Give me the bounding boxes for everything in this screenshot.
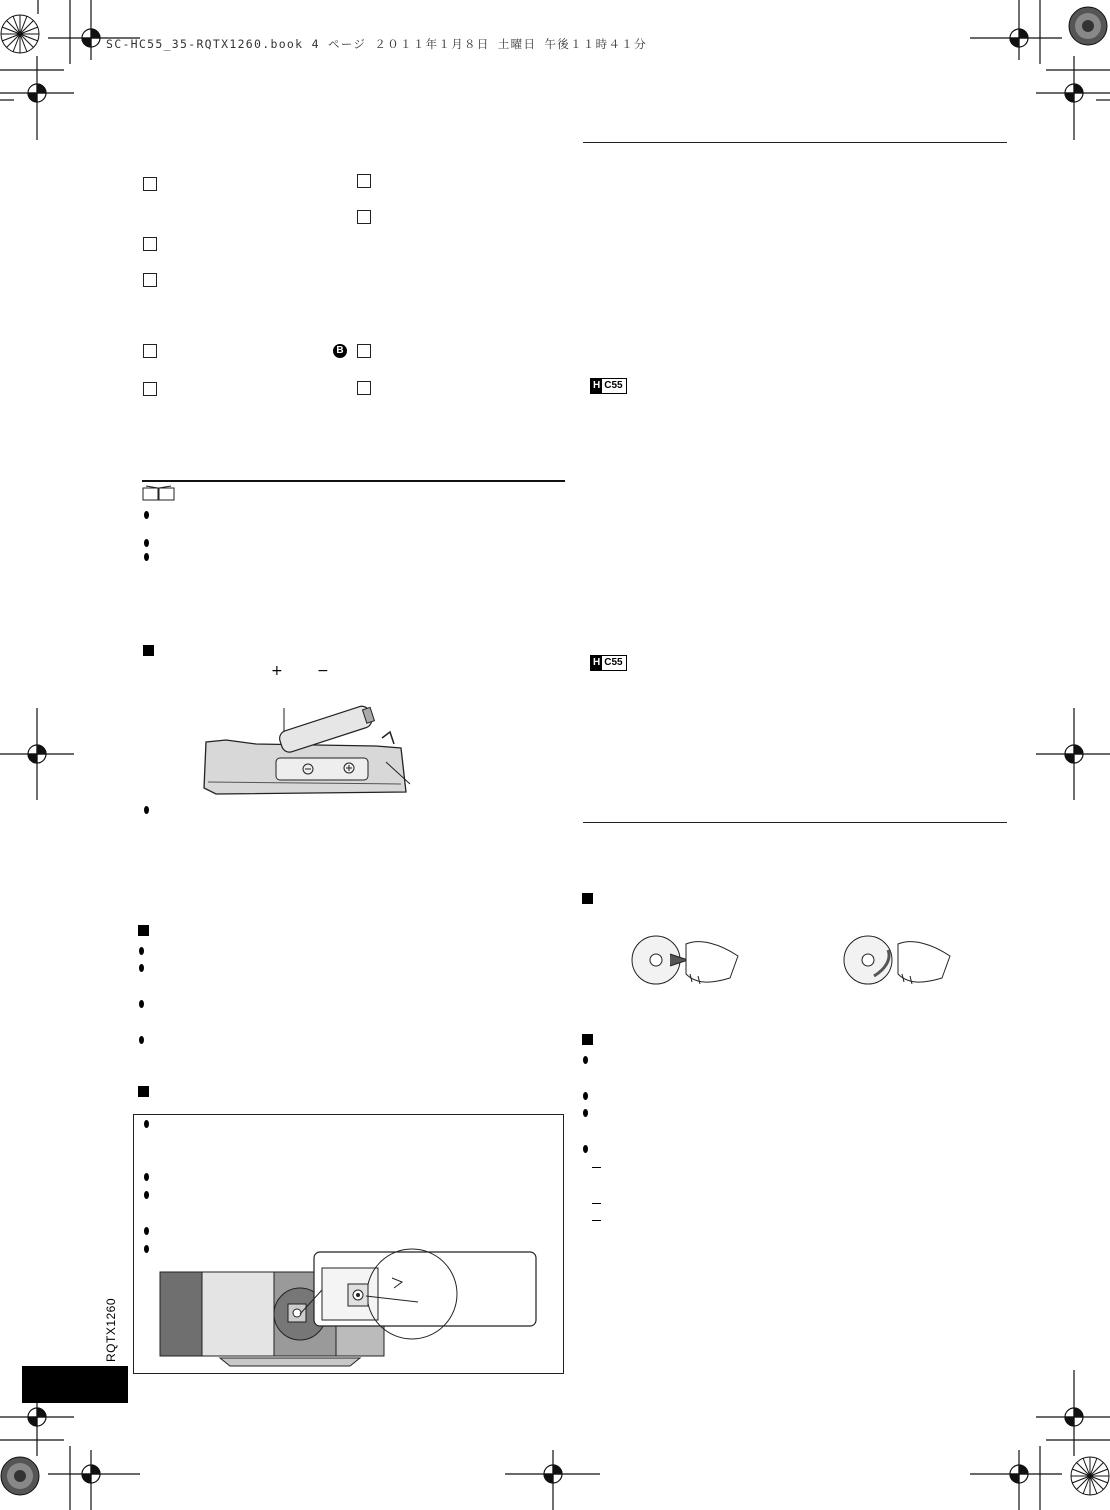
bullet bbox=[144, 1120, 149, 1128]
checkbox bbox=[143, 177, 157, 191]
color-wheel-icon bbox=[1070, 1456, 1110, 1496]
section-marker bbox=[582, 893, 593, 904]
bullet bbox=[139, 964, 144, 972]
checkbox bbox=[357, 210, 371, 224]
section-marker bbox=[138, 1086, 149, 1097]
checkbox bbox=[357, 174, 371, 188]
dash-item bbox=[592, 1203, 601, 1204]
color-wheel-icon bbox=[1068, 6, 1108, 46]
bullet bbox=[583, 1056, 588, 1064]
checkbox bbox=[143, 344, 157, 358]
unit-lens-illustration bbox=[160, 1250, 540, 1370]
book-icon bbox=[142, 485, 176, 501]
disc-wipe-correct-illustration bbox=[630, 930, 742, 988]
bullet bbox=[139, 1000, 144, 1008]
page-tab bbox=[22, 1366, 128, 1403]
color-wheel-icon bbox=[0, 1456, 40, 1496]
minus-symbol: − bbox=[317, 663, 329, 679]
bullet bbox=[144, 511, 149, 519]
bullet bbox=[144, 1245, 149, 1253]
bullet bbox=[144, 539, 149, 547]
label-b-badge: B bbox=[333, 344, 347, 358]
checkbox bbox=[357, 344, 371, 358]
dash-item bbox=[592, 1220, 601, 1221]
bullet bbox=[144, 1227, 149, 1235]
color-wheel-icon bbox=[0, 14, 40, 54]
bullet bbox=[139, 1036, 144, 1044]
section-rule bbox=[583, 822, 1007, 823]
checkbox bbox=[357, 381, 371, 395]
bullet bbox=[144, 806, 149, 814]
bullet bbox=[144, 1191, 149, 1199]
dash-item bbox=[592, 1167, 601, 1168]
file-info-header: SC-HC55_35-RQTX1260.book 4 ページ ２０１１年１月８日 土曜日 午後１１時４１分 bbox=[106, 37, 647, 51]
bullet bbox=[144, 553, 149, 561]
section-rule bbox=[142, 480, 565, 482]
bullet bbox=[583, 1145, 588, 1153]
model-icon: H C55 bbox=[590, 378, 627, 394]
section-marker bbox=[138, 925, 149, 936]
checkbox bbox=[143, 273, 157, 287]
model-icon: H C55 bbox=[590, 655, 627, 671]
disc-wipe-incorrect-illustration bbox=[842, 930, 954, 988]
bullet bbox=[144, 1173, 149, 1181]
side-code: RQTX1260 bbox=[104, 1297, 118, 1362]
remote-battery-illustration bbox=[196, 702, 436, 802]
section-marker bbox=[143, 645, 154, 656]
checkbox bbox=[143, 382, 157, 396]
bullet bbox=[583, 1092, 588, 1100]
bullet bbox=[139, 947, 144, 955]
bullet bbox=[583, 1109, 588, 1117]
plus-symbol: + bbox=[271, 663, 283, 679]
checkbox bbox=[143, 237, 157, 251]
section-rule bbox=[583, 142, 1007, 143]
section-marker bbox=[582, 1034, 593, 1045]
